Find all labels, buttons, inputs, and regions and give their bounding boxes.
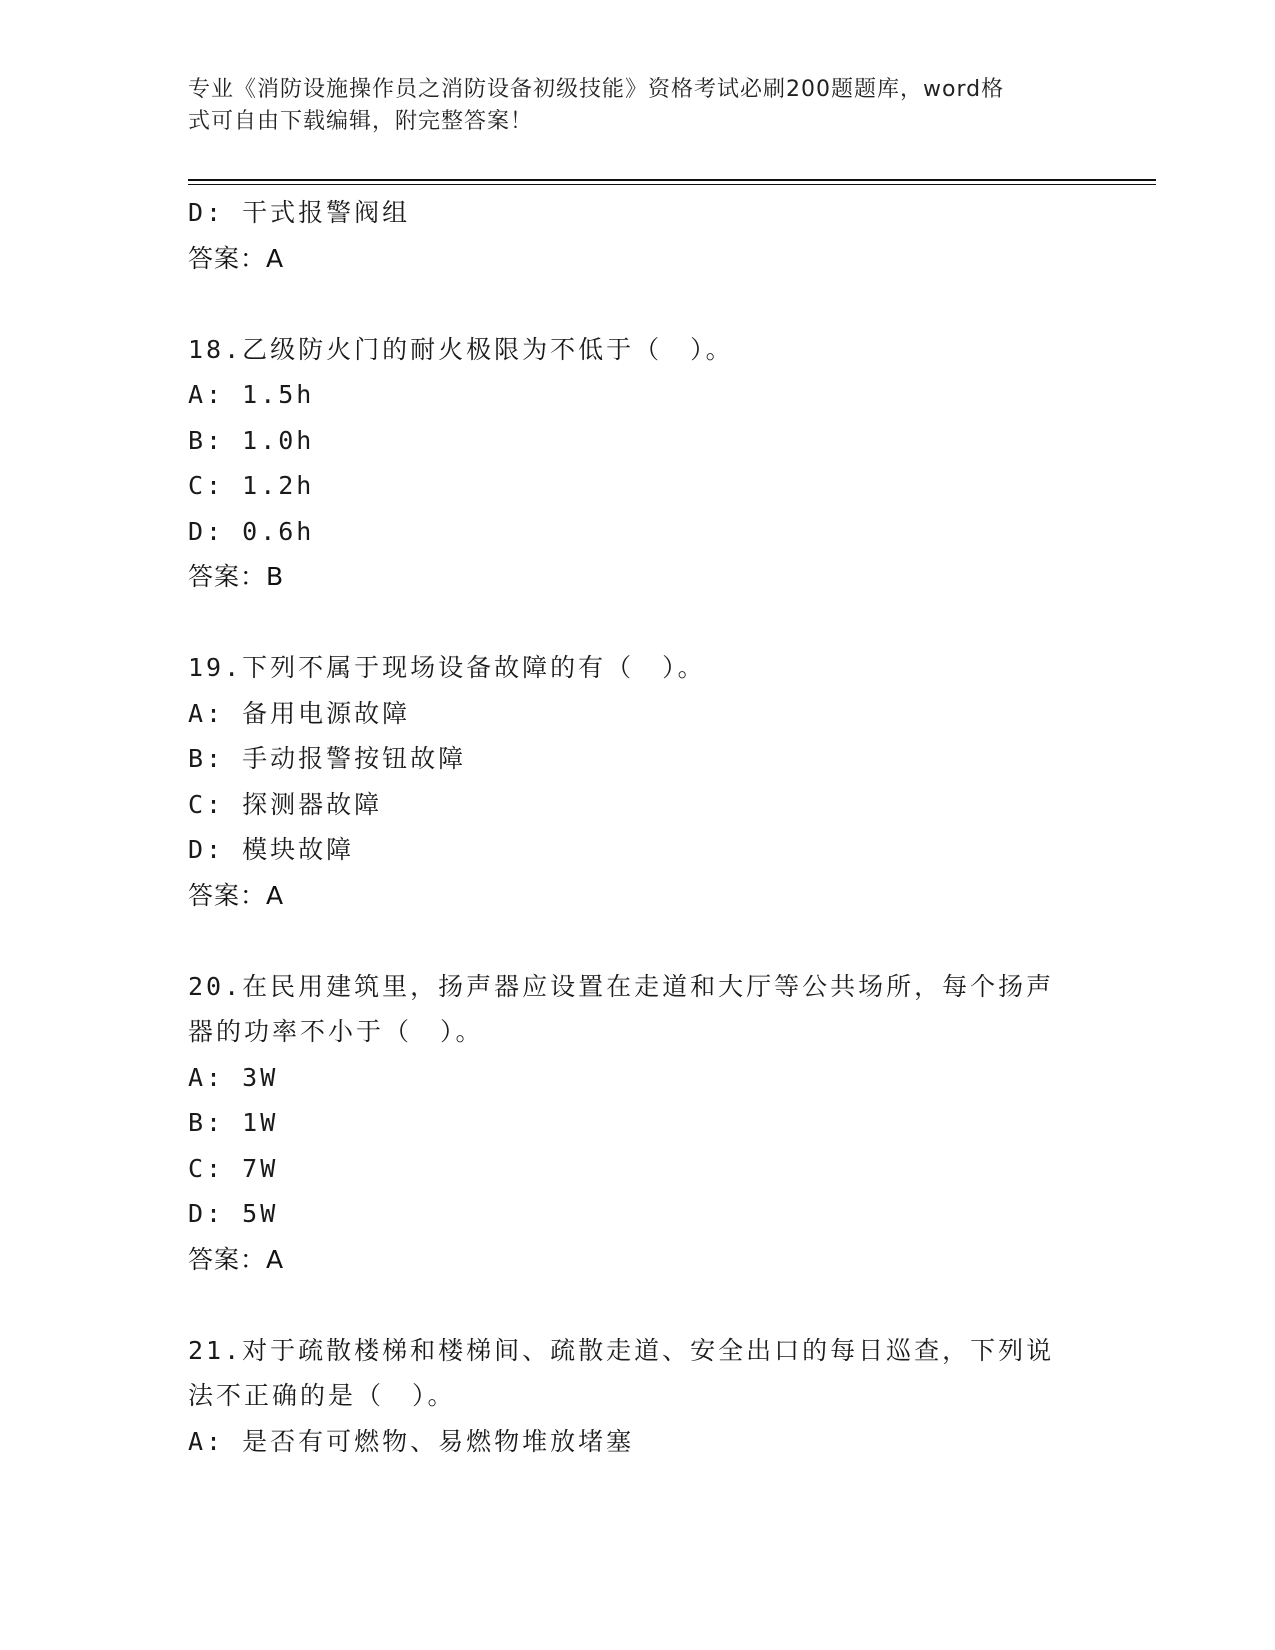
option-d: D: 模块故障 (188, 835, 355, 864)
spacer (188, 1282, 1088, 1328)
header-line-1: 专业《消防设施操作员之消防设备初级技能》资格考试必刷200题题库，word格 (188, 77, 1005, 102)
answer: 答案：A (188, 243, 285, 273)
header-divider-thin (188, 184, 1156, 185)
spacer (188, 918, 1088, 964)
option-b: B: 1W (188, 1108, 279, 1137)
question-21 (188, 1328, 1088, 1465)
option-a: A: 1.5h (188, 380, 315, 409)
question-19 (188, 645, 1088, 918)
header-line-2: 式可自由下载编辑，附完整答案！ (188, 109, 534, 134)
option-d: D: 0.6h (188, 516, 315, 546)
header-divider-thick (188, 179, 1156, 181)
question-stem-line-1: 21.对于疏散楼梯和楼梯间、疏散走道、安全出口的每日巡查，下列说 (188, 1335, 1055, 1365)
option-a: A: 3W (188, 1062, 279, 1092)
option-c: C: 探测器故障 (188, 789, 383, 819)
question-stem-line-2: 法不正确的是（ ）。 (188, 1381, 456, 1410)
option-d: D: 5W (188, 1199, 279, 1228)
answer: 答案：A (188, 880, 285, 910)
option-d: D: 干式报警阀组 (188, 198, 411, 227)
option-c: C: 7W (188, 1153, 279, 1183)
question-stem-line-1: 20.在民用建筑里，扬声器应设置在走道和大厅等公共场所，每个扬声 (188, 971, 1055, 1001)
document-header (188, 74, 1068, 138)
question-17-tail (188, 190, 1088, 281)
option-b: B: 手动报警按钮故障 (188, 744, 467, 773)
answer: 答案：A (188, 1244, 285, 1274)
question-20 (188, 964, 1088, 1283)
option-c: C: 1.2h (188, 471, 315, 500)
question-stem-line-2: 器的功率不小于（ ）。 (188, 1017, 484, 1046)
spacer (188, 281, 1088, 327)
option-a: A: 备用电源故障 (188, 698, 411, 728)
question-18 (188, 327, 1088, 600)
question-stem: 18.乙级防火门的耐火极限为不低于（ ）。 (188, 334, 734, 364)
answer: 答案：B (188, 562, 285, 591)
spacer (188, 600, 1088, 646)
question-stem: 19.下列不属于现场设备故障的有（ ）。 (188, 653, 706, 682)
question-list (188, 190, 1088, 1464)
option-b: B: 1.0h (188, 425, 315, 455)
option-a: A: 是否有可燃物、易燃物堆放堵塞 (188, 1426, 635, 1456)
